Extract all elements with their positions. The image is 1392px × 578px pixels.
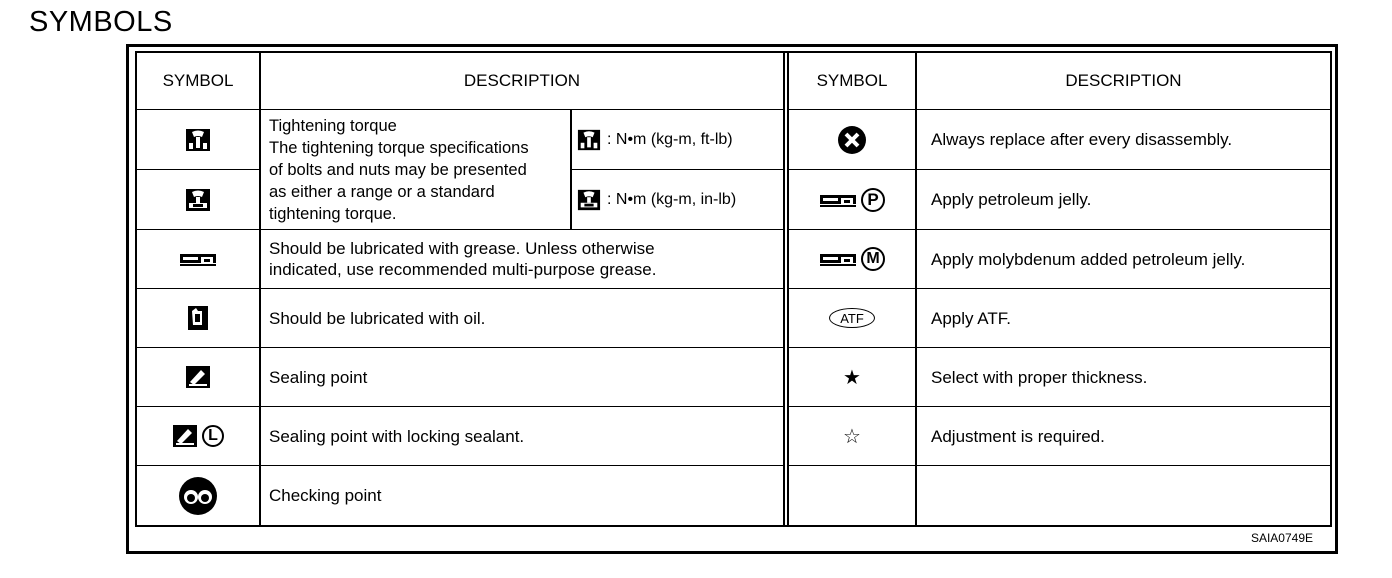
header-left-symbol: SYMBOL: [162, 71, 234, 90]
torque-line: Tightening torque: [269, 116, 397, 135]
grease-description: [261, 230, 783, 288]
right-row-6-symbol-empty: [789, 466, 915, 525]
replace-x-circle-icon: [789, 110, 915, 169]
sealing-point-icon: [137, 348, 259, 406]
right-row-4-description: Select with proper thickness.: [931, 367, 1148, 387]
header-left-description: DESCRIPTION: [463, 71, 581, 90]
grease-line: Should be lubricated with grease. Unless otherwise: [269, 239, 655, 258]
right-row-2-description: Apply molybdenum added petroleum jelly.: [931, 249, 1246, 269]
outline-star-glyph: ☆: [843, 425, 861, 448]
sealing-point-locking-icon: [137, 407, 259, 465]
table-bottom-border: [135, 525, 1332, 527]
grease-gun-m-icon: [789, 230, 915, 288]
right-row-6-description-empty: [917, 466, 1330, 525]
locking-description: Sealing point with locking sealant.: [269, 426, 525, 446]
torque-unit-inlb-label: : N•m (kg-m, in-lb): [607, 190, 737, 208]
column-divider-center-a: [783, 51, 785, 527]
tightening-torque-wrench-inlb-icon: [577, 188, 601, 212]
checking-description: Checking point: [269, 486, 382, 505]
oil-description: Should be lubricated with oil.: [269, 308, 486, 328]
atf-oval-icon: [789, 289, 915, 347]
tightening-torque-wrench-icon: [137, 110, 259, 169]
grease-gun-icon: [819, 251, 857, 267]
tightening-torque-wrench-icon: [577, 128, 601, 152]
sealing-description: Sealing point: [269, 367, 368, 387]
right-row-0-description: Always replace after every disassembly.: [931, 130, 1233, 149]
filled-star-icon: [789, 348, 915, 406]
torque-line: as either a range or a standard: [269, 182, 495, 201]
filled-star-glyph: ★: [843, 366, 861, 389]
petroleum-jelly-circle-icon: [861, 188, 885, 212]
grease-line: indicated, use recommended multi-purpose grease.: [269, 260, 657, 279]
torque-unit-ftlb: [572, 110, 783, 169]
grease-gun-icon: [819, 192, 857, 208]
torque-description: [261, 110, 570, 229]
torque-description-lines: [269, 115, 529, 225]
torque-unit-ftlb-label: : N•m (kg-m, ft-lb): [607, 130, 733, 148]
oil-can-icon: [137, 289, 259, 347]
grease-gun-icon: [137, 230, 259, 288]
header-right-symbol: SYMBOL: [816, 71, 888, 90]
document-code: SAIA0749E: [1250, 531, 1313, 545]
grease-description-lines: [269, 238, 656, 280]
checking-point-eyes-icon: [137, 466, 259, 525]
molybdenum-letter: M: [866, 250, 880, 267]
tightening-torque-wrench-inlb-icon: [137, 170, 259, 229]
symbols-table-frame: [126, 44, 1338, 554]
petroleum-letter: P: [867, 189, 879, 209]
locking-letter: L: [208, 427, 218, 444]
right-row-3-description: Apply ATF.: [931, 308, 1011, 328]
page-title: SYMBOLS: [29, 6, 173, 38]
header-right-description: DESCRIPTION: [1065, 71, 1182, 90]
torque-line: tightening torque.: [269, 204, 397, 223]
torque-line: of bolts and nuts may be presented: [269, 160, 527, 179]
table-right-border: [1330, 51, 1332, 527]
locking-sealant-circle-icon: [202, 425, 224, 447]
right-row-1-description: Apply petroleum jelly.: [931, 190, 1092, 209]
torque-unit-inlb: [572, 170, 783, 229]
right-row-5-description: Adjustment is required.: [931, 426, 1105, 446]
torque-line: The tightening torque specifications: [269, 138, 529, 157]
grease-gun-p-icon: [789, 170, 915, 229]
molybdenum-circle-icon: [861, 247, 885, 271]
outline-star-icon: [789, 407, 915, 465]
atf-label: ATF: [829, 308, 875, 328]
